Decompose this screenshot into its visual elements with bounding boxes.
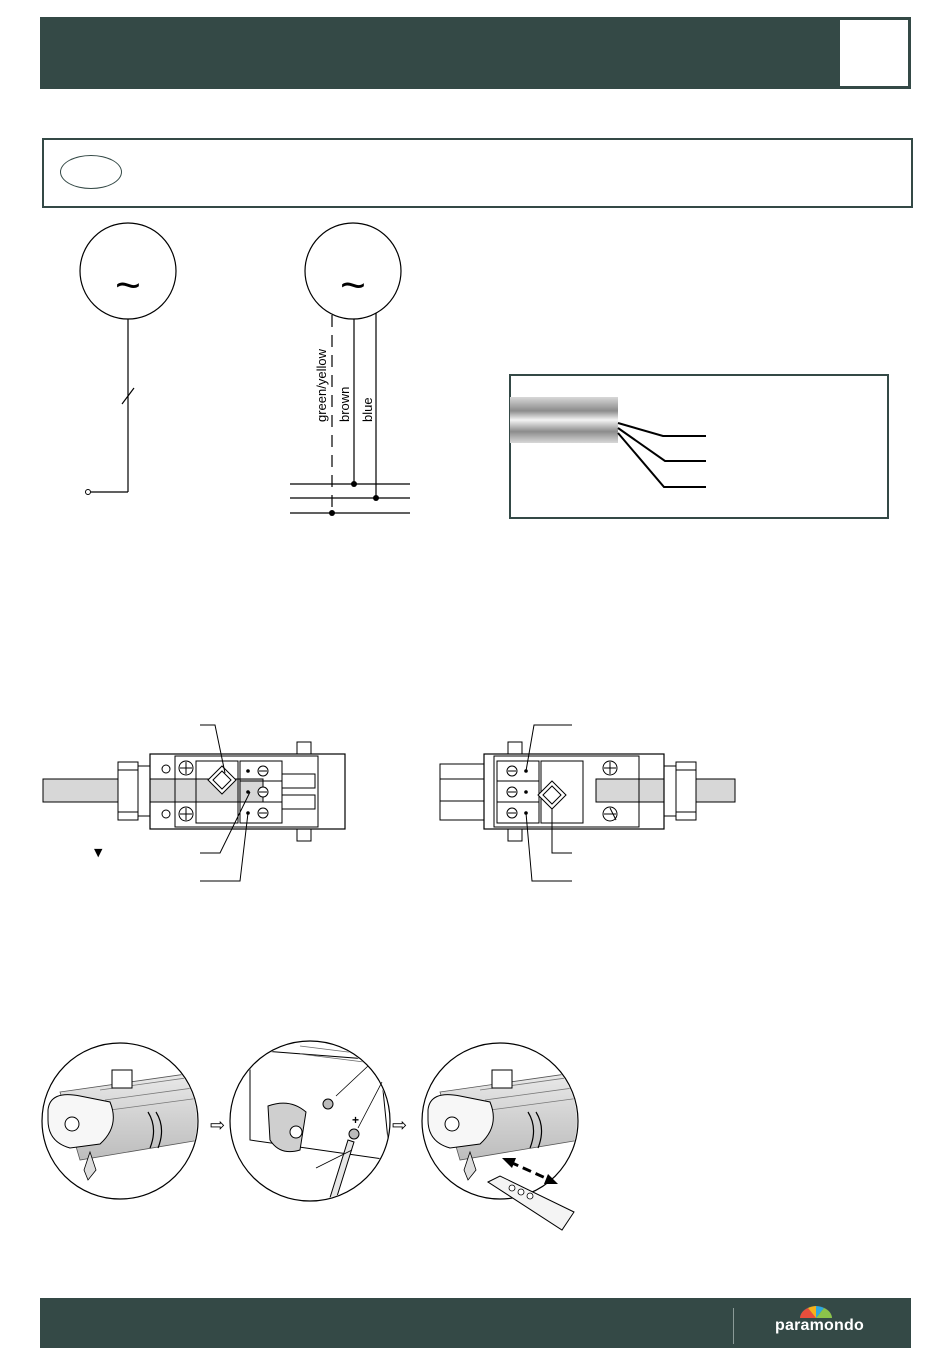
plus-symbol: + [352, 1113, 360, 1127]
footer-divider [733, 1308, 734, 1344]
arrow-down-icon: ▼ [94, 846, 103, 859]
step-2-illustration [230, 1041, 390, 1238]
wire-label-blue: blue [360, 397, 375, 422]
wire-label-green-yellow: green/yellow [314, 349, 329, 422]
wire-label-brown: brown [337, 386, 352, 422]
step-1-illustration [42, 1043, 200, 1199]
footer-bar [40, 1298, 911, 1348]
step-arrow-2: ⇨ [392, 1115, 408, 1135]
brand-name: paramondo [775, 1317, 864, 1334]
ac-symbol-middle: ~ [340, 261, 366, 310]
motor-symbol-three-wire [290, 223, 410, 516]
cable-detail [510, 375, 888, 518]
step-arrow-1: ⇨ [210, 1115, 226, 1135]
connector-left [43, 725, 345, 881]
motor-symbol-single-line [80, 223, 176, 495]
ac-symbol-left: ~ [115, 261, 141, 310]
step-3-illustration [422, 1043, 580, 1230]
connector-right [440, 725, 735, 881]
